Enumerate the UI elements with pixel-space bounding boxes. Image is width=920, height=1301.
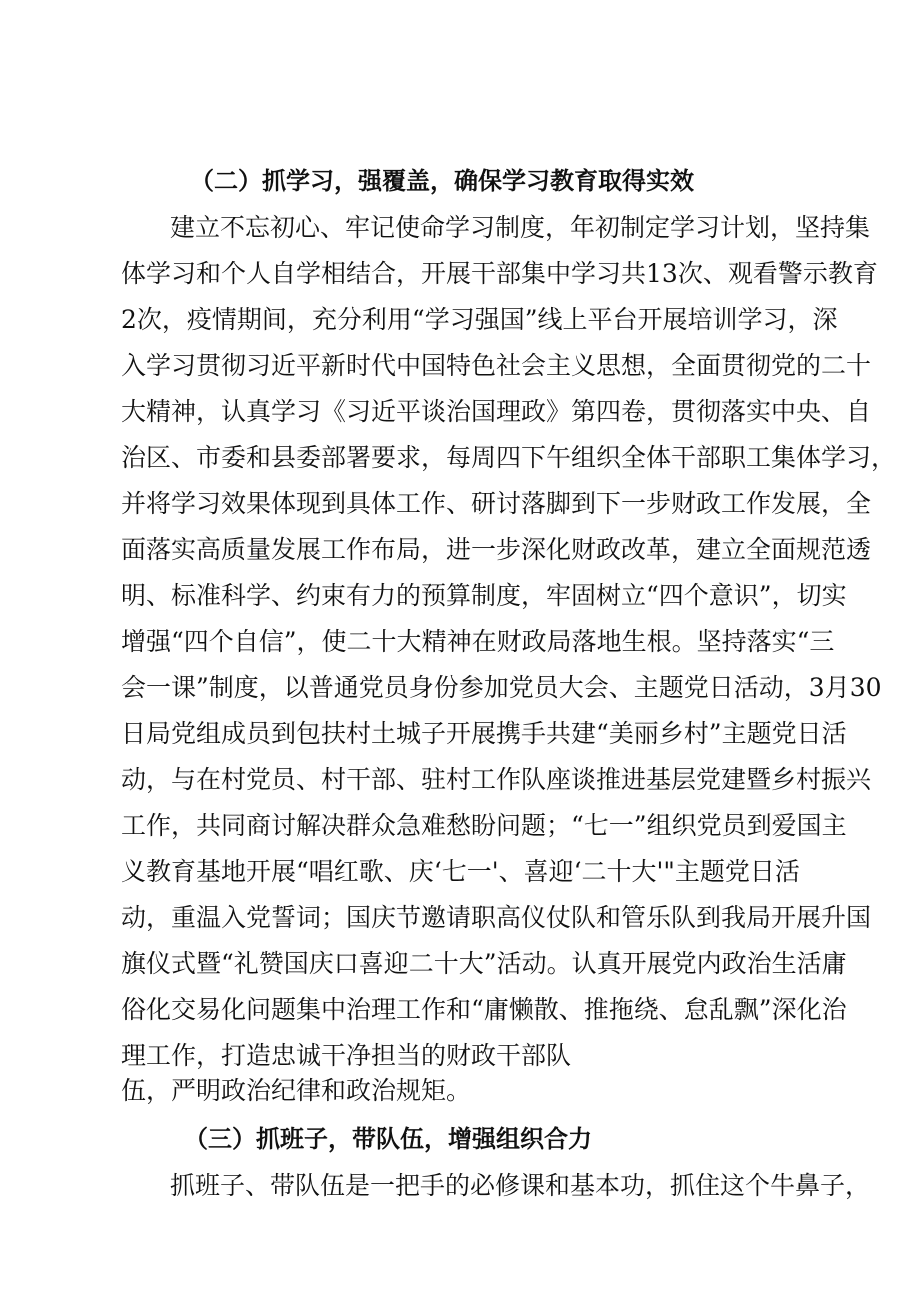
body-line: 义教育基地开展“唱红歌、庆‘七一'、喜迎‘二十大'"主题党日活 [121,857,800,886]
body-line: 会一课”制度，以普通党员身份参加党员大会、主题党日活动，3月30 [121,673,882,702]
body-line: 理工作，打造忠诚干净担当的财政干部队 [121,1041,572,1070]
body-line: 入学习贯彻习近平新时代中国特色社会主义思想，全面贯彻党的二十 [121,351,872,380]
body-line: 动，重温入党誓词；国庆节邀请职高仪仗队和管乐队到我局开展升国 [121,903,872,932]
body-line: 治区、市委和县委部署要求，每周四下午组织全体干部职工集体学习， [121,443,897,472]
body-line: 大精神，认真学习《习近平谈治国理政》第四卷，贯彻落实中央、自 [121,397,872,426]
body-line: 并将学习效果体现到具体工作、研讨落脚到下一步财政工作发展，全 [121,489,872,518]
body-line: 面落实高质量发展工作布局，进一步深化财政改革，建立全面规范透 [121,535,872,564]
body-line: 俗化交易化问题集中治理工作和“庸懒散、推拖绕、怠乱飘”深化治 [121,995,847,1024]
body-line: 日局党组成员到包扶村土城子开展携手共建“美丽乡村”主题党日活 [121,719,847,748]
body-line: 明、标准科学、约束有力的预算制度，牢固树立“四个意识”，切实 [121,581,847,610]
body-line: 2次，疫情期间，充分利用“学习强国”线上平台开展培训学习，深 [121,305,838,334]
body-line: 抓班子、带队伍是一把手的必修课和基本功，抓住这个牛鼻子， [170,1171,871,1200]
body-line: 建立不忘初心、牢记使命学习制度，年初制定学习计划，坚持集 [170,213,871,242]
body-line: 增强“四个自信”，使二十大精神在财政局落地生根。坚持落实“三 [121,627,835,656]
section-3-heading: （三）抓班子，带队伍，增强组织合力 [184,1125,592,1153]
section-2-heading: （二）抓学习，强覆盖，确保学习教育取得实效 [190,167,694,195]
body-line: 体学习和个人自学相结合，开展干部集中学习共13次、观看警示教育 [121,259,878,288]
body-line: 动，与在村党员、村干部、驻村工作队座谈推进基层党建暨乡村振兴 [121,765,872,794]
body-line: 工作，共同商讨解决群众急难愁盼问题；“七一”组织党员到爱国主 [121,811,847,840]
body-line: 旗仪式暨“礼赞国庆口喜迎二十大”活动。认真开展党内政治生活庸 [121,949,847,978]
body-line: 伍，严明政治纪律和政治规矩。 [121,1076,472,1105]
